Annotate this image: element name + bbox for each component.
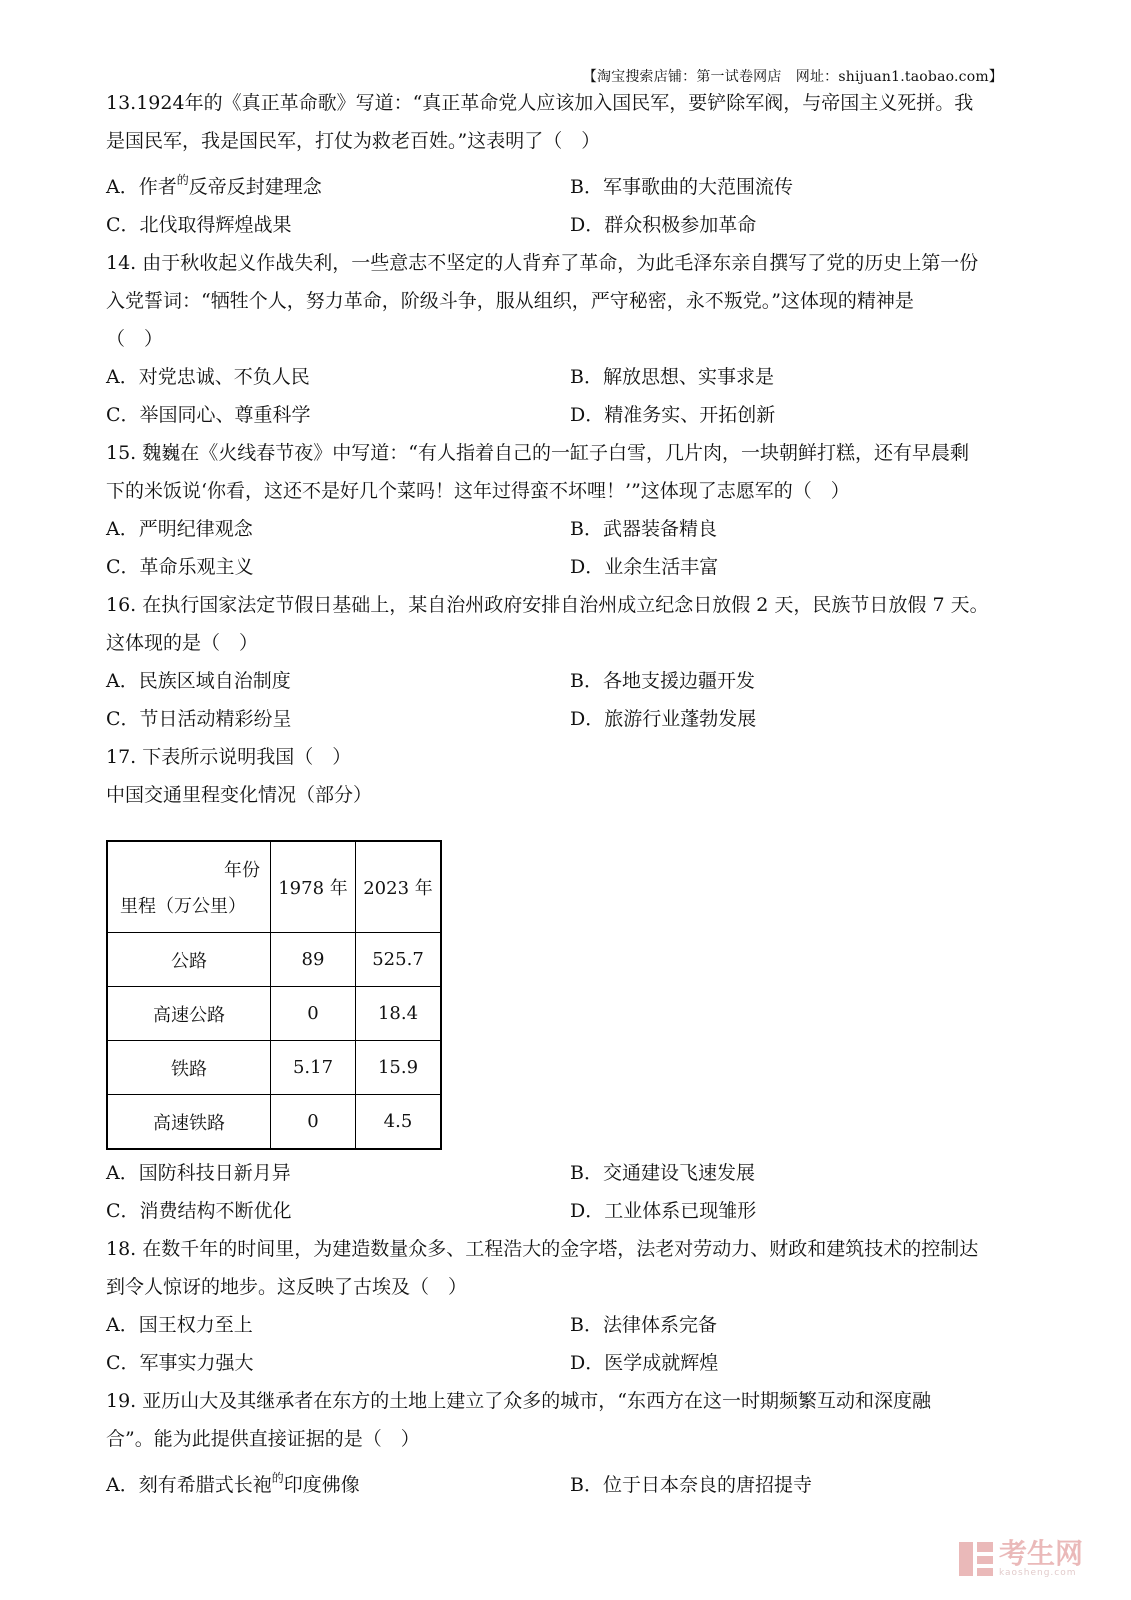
option-c[interactable]: C．节日活动精彩纷呈 <box>106 708 292 730</box>
option-d[interactable]: D．工业体系已现雏形 <box>570 1200 757 1222</box>
mileage-table <box>106 840 442 1150</box>
table-header-row <box>107 841 441 933</box>
value-1978: 0 <box>271 987 356 1041</box>
option-a[interactable]: A．国王权力至上 <box>106 1314 253 1336</box>
question-18 <box>106 1230 1026 1306</box>
option-b[interactable]: B．解放思想、实事求是 <box>570 366 774 388</box>
value-1978: 0 <box>271 1095 356 1150</box>
value-2023: 525.7 <box>356 933 442 987</box>
option-d[interactable]: D．医学成就辉煌 <box>570 1352 719 1374</box>
table-row <box>107 1041 441 1095</box>
question-stem-line: 16. 在执行国家法定节假日基础上，某自治州政府安排自治州成立纪念日放假 2 天，民族节日放假 7 天。 <box>106 594 989 616</box>
question-stem-line: 合”。能为此提供直接证据的是（ ） <box>106 1428 420 1450</box>
question-stem-line: 入党誓词：“牺牲个人，努力革命，阶级斗争，服从组织，严守秘密，永不叛党。”这体现的精神是 <box>106 290 914 312</box>
option-a[interactable]: A．作者$^的$反帝反封建理念 <box>106 173 322 198</box>
table-caption: 中国交通里程变化情况（部分） <box>106 784 373 806</box>
option-b[interactable]: B．各地支援边疆开发 <box>570 670 755 692</box>
option-c[interactable]: C．消费结构不断优化 <box>106 1200 292 1222</box>
watermark <box>959 1537 1083 1578</box>
question-stem-line: 下的米饭说‘你看，这还不是好几个菜吗！这年过得蛮不坏哩！’”这体现了志愿军的（ ） <box>106 480 850 502</box>
header-1978: 1978 年 <box>271 841 356 933</box>
question-stem-line: 19. 亚历山大及其继承者在东方的土地上建立了众多的城市，“东西方在这一时期频繁互动和深度融 <box>106 1390 931 1412</box>
header-mileage: 里程（万公里） <box>120 896 246 917</box>
row-name: 高速铁路 <box>107 1095 271 1150</box>
question-stem-line: 17. 下表所示说明我国（ ） <box>106 746 352 768</box>
table-diagonal-header <box>107 841 271 933</box>
option-a[interactable]: A．对党忠诚、不负人民 <box>106 366 310 388</box>
superscript-note: 的 <box>176 173 189 187</box>
row-name: 高速公路 <box>107 987 271 1041</box>
question-stem-line: 是国民军，我是国民军，打仗为救老百姓。”这表明了（ ） <box>106 130 601 152</box>
value-2023: 15.9 <box>356 1041 442 1095</box>
row-name: 铁路 <box>107 1041 271 1095</box>
option-a[interactable]: A．民族区域自治制度 <box>106 670 291 692</box>
watermark-text: 考生网 <box>998 1537 1083 1570</box>
option-b[interactable]: B．交通建设飞速发展 <box>570 1162 755 1184</box>
option-b[interactable]: B．位于日本奈良的唐招提寺 <box>570 1474 812 1496</box>
question-17 <box>106 738 1026 814</box>
question-19 <box>106 1382 1026 1458</box>
table-row <box>107 1095 441 1150</box>
option-b[interactable]: B．军事歌曲的大范围流传 <box>570 176 793 198</box>
question-15 <box>106 434 1026 510</box>
value-1978: 89 <box>271 933 356 987</box>
option-d[interactable]: D．精准务实、开拓创新 <box>570 404 776 426</box>
superscript-note: 的 <box>271 1471 284 1485</box>
option-d[interactable]: D．旅游行业蓬勃发展 <box>570 708 757 730</box>
watermark-sub: kaosheng.com <box>998 1568 1077 1578</box>
option-d[interactable]: D．业余生活丰富 <box>570 556 719 578</box>
question-stem-line: 这体现的是（ ） <box>106 632 259 654</box>
question-stem-line: 15. 魏巍在《火线春节夜》中写道：“有人指着自己的一缸子白雪，几片肉，一块朝鲜打糕，还有早晨剩 <box>106 442 969 464</box>
header-2023: 2023 年 <box>356 841 442 933</box>
option-a[interactable]: A．刻有希腊式长袍$^的$印度佛像 <box>106 1471 360 1496</box>
option-a[interactable]: A．严明纪律观念 <box>106 518 253 540</box>
watermark-logo-icon <box>959 1542 993 1576</box>
question-stem-line: 13.1924年的《真正革命歌》写道：“真正革命党人应该加入国民军，要铲除军阀，与帝国主义死拼。我 <box>106 92 974 114</box>
value-2023: 4.5 <box>356 1095 442 1150</box>
row-name: 公路 <box>107 933 271 987</box>
question-stem-line: 18. 在数千年的时间里，为建造数量众多、工程浩大的金字塔，法老对劳动力、财政和建筑技术的控制达 <box>106 1238 979 1260</box>
header-year: 年份 <box>224 860 260 881</box>
option-a[interactable]: A．国防科技日新月异 <box>106 1162 291 1184</box>
question-stem-line: 到令人惊讶的地步。这反映了古埃及（ ） <box>106 1276 468 1298</box>
option-c[interactable]: C．北伐取得辉煌战果 <box>106 214 292 236</box>
table-row <box>107 933 441 987</box>
question-14 <box>106 244 1026 358</box>
option-b[interactable]: B．法律体系完备 <box>570 1314 717 1336</box>
value-1978: 5.17 <box>271 1041 356 1095</box>
table-row <box>107 987 441 1041</box>
option-d[interactable]: D．群众积极参加革命 <box>570 214 757 236</box>
question-stem-line: 14. 由于秋收起义作战失利，一些意志不坚定的人背弃了革命，为此毛泽东亲自撰写了党的历史上第一份 <box>106 252 979 274</box>
option-c[interactable]: C．军事实力强大 <box>106 1352 254 1374</box>
question-stem-line: （ ） <box>106 328 164 350</box>
header-note: 【淘宝搜索店铺：第一试卷网店 网址：shijuan1.taobao.com】 <box>582 69 1003 85</box>
option-c[interactable]: C．革命乐观主义 <box>106 556 254 578</box>
question-16 <box>106 586 1026 662</box>
option-b[interactable]: B．武器装备精良 <box>570 518 717 540</box>
option-c[interactable]: C．举国同心、尊重科学 <box>106 404 311 426</box>
value-2023: 18.4 <box>356 987 442 1041</box>
question-13 <box>106 84 1026 160</box>
